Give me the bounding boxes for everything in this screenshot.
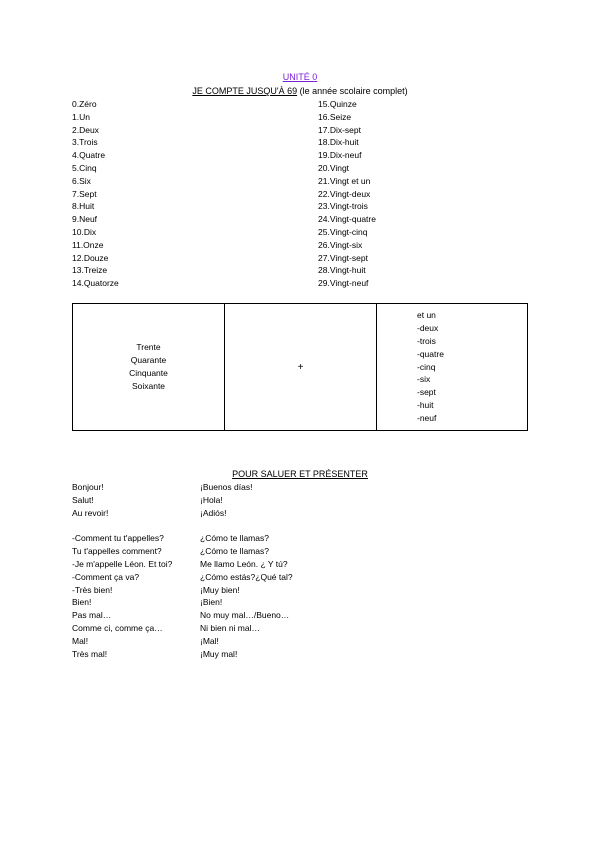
phrase-french: -Comment tu t'appelles? [72, 533, 164, 544]
phrase-french: Très mal! [72, 648, 108, 659]
number-item: 7.Sept [72, 188, 97, 199]
number-item: 15.Quinze [318, 99, 357, 109]
page-title [0, 86, 600, 96]
number-item: 26.Vingt-six [318, 239, 363, 250]
units-item: -sept [417, 387, 436, 398]
tens-table [72, 303, 528, 431]
tens-item: Cinquante [129, 368, 168, 378]
numbers-list-right [318, 98, 376, 290]
phrase-french: Tu t'appelles comment? [72, 546, 162, 557]
number-item: 23.Vingt-trois [318, 201, 368, 212]
phrase-french: -Très bien! [72, 584, 113, 595]
number-item: 8.Huit [72, 201, 95, 212]
phrase-spanish: ¿Cómo estás?¿Qué tal? [200, 571, 293, 582]
phrase-spanish: ¡Adiós! [200, 507, 227, 518]
phrase-french: Bien! [72, 597, 92, 608]
plus-cell [225, 304, 377, 431]
phrase-spanish: ¡Buenos días! [200, 482, 253, 492]
units-item: -huit [417, 399, 434, 410]
phrase-spanish: Ni bien ni mal… [200, 622, 260, 633]
phrase-french: -Comment ça va? [72, 571, 140, 582]
phrase-french: -Je m'appelle Léon. Et toi? [72, 558, 173, 569]
number-item: 20.Vingt [318, 162, 350, 173]
phrase-french: Salut! [72, 494, 94, 505]
phrase-spanish: ¿Cómo te llamas? [200, 533, 269, 544]
tens-cell [73, 304, 225, 431]
phrase-spanish: ¡Hola! [200, 494, 223, 505]
number-item: 6.Six [72, 175, 91, 186]
number-item: 24.Vingt-quatre [318, 214, 376, 225]
numbers-list-left [72, 98, 119, 290]
units-item: -neuf [417, 412, 437, 423]
units-item: -trois [417, 336, 436, 346]
number-item: 2.Deux [72, 124, 99, 135]
phrase-french: Au revoir! [72, 507, 109, 518]
number-item: 22.Vingt-deux [318, 188, 371, 199]
units-item: -deux [417, 323, 439, 334]
number-item: 17.Dix-sept [318, 124, 361, 135]
phrase-spanish: ¡Muy mal! [200, 648, 238, 659]
number-item: 27.Vingt-sept [318, 252, 368, 263]
number-item: 9.Neuf [72, 214, 98, 225]
phrase-spanish: No muy mal…/Bueno… [200, 610, 290, 621]
units-item: -cinq [417, 361, 436, 372]
number-item: 5.Cinq [72, 162, 97, 173]
number-item: 18.Dix-huit [318, 137, 359, 148]
number-item: 25.Vingt-cinq [318, 226, 368, 237]
units-item: -six [417, 374, 431, 385]
number-item: 1.Un [72, 111, 90, 122]
tens-item: Quarante [130, 355, 167, 365]
number-item: 0.Zéro [72, 99, 97, 109]
phrase-french: Bonjour! [72, 482, 104, 492]
tens-table-row [73, 304, 528, 431]
phrase-spanish: ¿Cómo te llamas? [200, 546, 269, 557]
number-item: 13.Treize [72, 265, 108, 276]
page-title-sub: (le année scolaire complet) [297, 86, 408, 96]
number-item: 21.Vingt et un [318, 175, 371, 186]
phrase-spanish: ¡Bien! [200, 597, 223, 608]
tens-item: Soixante [131, 381, 166, 391]
unit-label: UNITÉ 0 [282, 72, 318, 82]
number-item: 3.Trois [72, 137, 98, 148]
units-cell [377, 304, 528, 431]
page-title-main: JE COMPTE JUSQU'À 69 [192, 86, 298, 96]
phrase-french: Mal! [72, 635, 89, 646]
greetings-section-title: POUR SALUER ET PRÉSENTER [232, 469, 368, 479]
tens-item: Trente [136, 342, 161, 352]
phrase-spanish: Me llamo León. ¿ Y tú? [200, 558, 288, 569]
plus-sign: + [297, 361, 304, 373]
number-item: 29.Vingt-neuf [318, 278, 369, 289]
number-item: 11.Onze [72, 239, 104, 250]
phrase-spanish: ¡Muy bien! [200, 584, 240, 595]
number-item: 12.Douze [72, 252, 109, 263]
number-item: 16.Seize [318, 111, 352, 122]
number-item: 19.Dix-neuf [318, 150, 362, 161]
number-item: 4.Quatre [72, 150, 106, 161]
units-item: -quatre [417, 348, 444, 359]
phrase-spanish: ¡Mal! [200, 635, 219, 646]
number-item: 10.Dix [72, 226, 97, 237]
number-item: 14.Quatorze [72, 278, 119, 289]
phrase-french: Comme ci, comme ça… [72, 622, 163, 633]
phrase-french: Pas mal… [72, 610, 112, 621]
number-item: 28.Vingt-huit [318, 265, 366, 276]
units-item: et un [417, 310, 436, 321]
